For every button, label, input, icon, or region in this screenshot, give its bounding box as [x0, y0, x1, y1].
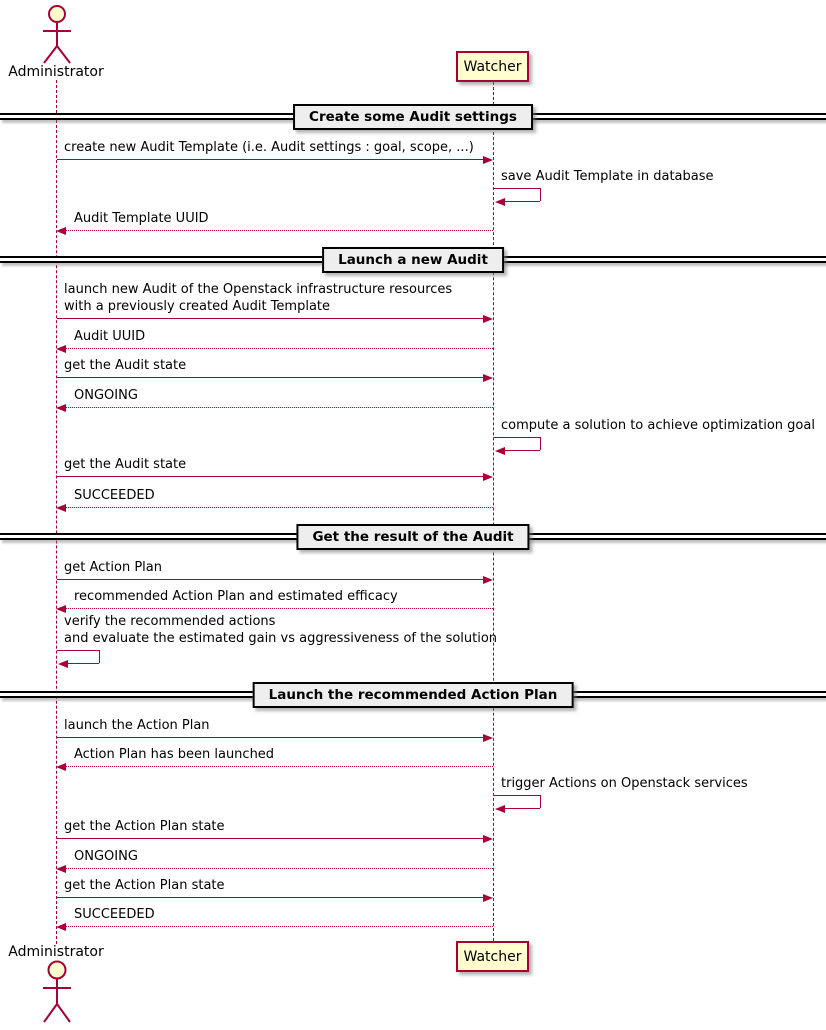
self-message-line — [57, 650, 99, 651]
arrowhead-left-icon — [56, 345, 66, 353]
message-text-line: SUCCEEDED — [74, 907, 155, 922]
arrowhead-left-icon — [56, 763, 66, 771]
message-text-line: get the Audit state — [64, 358, 187, 373]
message-label — [74, 387, 138, 404]
message-text-line: get Action Plan — [64, 560, 162, 575]
arrowhead-right-icon — [483, 576, 493, 584]
message-label — [501, 168, 714, 185]
arrowhead-right-icon — [483, 734, 493, 742]
message-text-line: get the Action Plan state — [64, 878, 225, 893]
lifeline-watcher — [493, 82, 494, 941]
arrowhead-right-icon — [483, 894, 493, 902]
message-return-line — [66, 608, 493, 609]
arrowhead-right-icon — [483, 473, 493, 481]
self-message-line — [504, 201, 540, 202]
section-divider: Get the result of the Audit — [296, 524, 529, 550]
message-arrow-line — [57, 377, 484, 378]
section-divider: Launch the recommended Action Plan — [253, 682, 574, 708]
message-label — [64, 717, 210, 734]
self-message-line — [540, 795, 541, 808]
message-label — [74, 328, 145, 345]
message-arrow-line — [57, 737, 484, 738]
self-message-line — [540, 188, 541, 201]
message-arrow-line — [57, 579, 484, 580]
message-label — [64, 456, 186, 473]
self-message-line — [494, 795, 540, 796]
arrowhead-right-icon — [483, 835, 493, 843]
message-text-line: get the Action Plan state — [64, 819, 225, 834]
arrowhead-left-icon — [495, 447, 505, 455]
message-text-line: Audit Template UUID — [74, 211, 209, 226]
message-text-line: SUCCEEDED — [74, 488, 155, 503]
arrowhead-left-icon — [56, 227, 66, 235]
message-text-line: launch new Audit of the Openstack infrastructure resources — [64, 282, 453, 297]
message-label — [64, 818, 225, 835]
actor-label-administrator-top: Administrator — [8, 64, 104, 80]
message-return-line — [66, 407, 493, 408]
message-label — [501, 775, 748, 792]
message-label — [64, 613, 497, 647]
section-divider: Create some Audit settings — [293, 104, 533, 130]
message-label — [74, 588, 398, 605]
message-label — [64, 877, 225, 894]
message-text-line: ONGOING — [74, 849, 138, 864]
arrowhead-left-icon — [56, 404, 66, 412]
arrowhead-left-icon — [495, 805, 505, 813]
message-text-line: create new Audit Template (i.e. Audit settings : goal, scope, ...) — [64, 140, 474, 155]
self-message-line — [540, 437, 541, 450]
message-label — [501, 417, 815, 434]
message-label — [74, 906, 155, 923]
message-label — [64, 559, 162, 576]
arrowhead-left-icon — [495, 198, 505, 206]
arrowhead-right-icon — [483, 374, 493, 382]
self-message-line — [504, 450, 540, 451]
message-return-line — [66, 926, 493, 927]
arrowhead-right-icon — [483, 156, 493, 164]
self-message-line — [504, 808, 540, 809]
message-text-line: compute a solution to achieve optimization goal — [501, 418, 815, 433]
self-message-line — [494, 437, 540, 438]
message-label — [64, 139, 474, 156]
section-divider: Launch a new Audit — [322, 247, 504, 273]
participant-watcher-bottom: Watcher — [456, 941, 529, 972]
message-return-line — [66, 348, 493, 349]
message-text-line: and evaluate the estimated gain vs aggressiveness of the solution — [64, 631, 498, 646]
message-text-line: Audit UUID — [74, 329, 146, 344]
message-text-line: recommended Action Plan and estimated efficacy — [74, 589, 398, 604]
message-text-line: save Audit Template in database — [501, 169, 714, 184]
message-text-line: trigger Actions on Openstack services — [501, 776, 748, 791]
self-message-line — [67, 663, 99, 664]
message-label — [74, 848, 138, 865]
message-arrow-line — [57, 476, 484, 477]
message-label — [74, 210, 209, 227]
arrowhead-left-icon — [56, 865, 66, 873]
arrowhead-left-icon — [56, 605, 66, 613]
arrowhead-right-icon — [483, 315, 493, 323]
arrowhead-left-icon — [56, 923, 66, 931]
arrowhead-left-icon — [58, 660, 68, 668]
message-text-line: get the Audit state — [64, 457, 187, 472]
lifeline-administrator — [56, 80, 57, 944]
self-message-line — [99, 650, 100, 663]
actor-label-administrator-bottom: Administrator — [8, 944, 104, 960]
message-label — [74, 487, 155, 504]
message-return-line — [66, 230, 493, 231]
actor-icon — [34, 3, 80, 69]
message-return-line — [66, 766, 493, 767]
arrowhead-left-icon — [56, 504, 66, 512]
message-label — [74, 746, 274, 763]
message-text-line: verify the recommended actions — [64, 614, 276, 629]
self-message-line — [494, 188, 540, 189]
message-label — [64, 357, 186, 374]
message-return-line — [66, 507, 493, 508]
message-arrow-line — [57, 318, 484, 319]
message-text-line: launch the Action Plan — [64, 718, 210, 733]
message-label — [64, 281, 452, 315]
message-arrow-line — [57, 897, 484, 898]
participant-watcher-top: Watcher — [456, 51, 529, 82]
message-text-line: ONGOING — [74, 388, 138, 403]
message-text-line: with a previously created Audit Template — [64, 299, 331, 314]
message-return-line — [66, 868, 493, 869]
message-text-line: Action Plan has been launched — [74, 747, 275, 762]
message-arrow-line — [57, 159, 484, 160]
actor-icon — [34, 958, 80, 1030]
message-arrow-line — [57, 838, 484, 839]
